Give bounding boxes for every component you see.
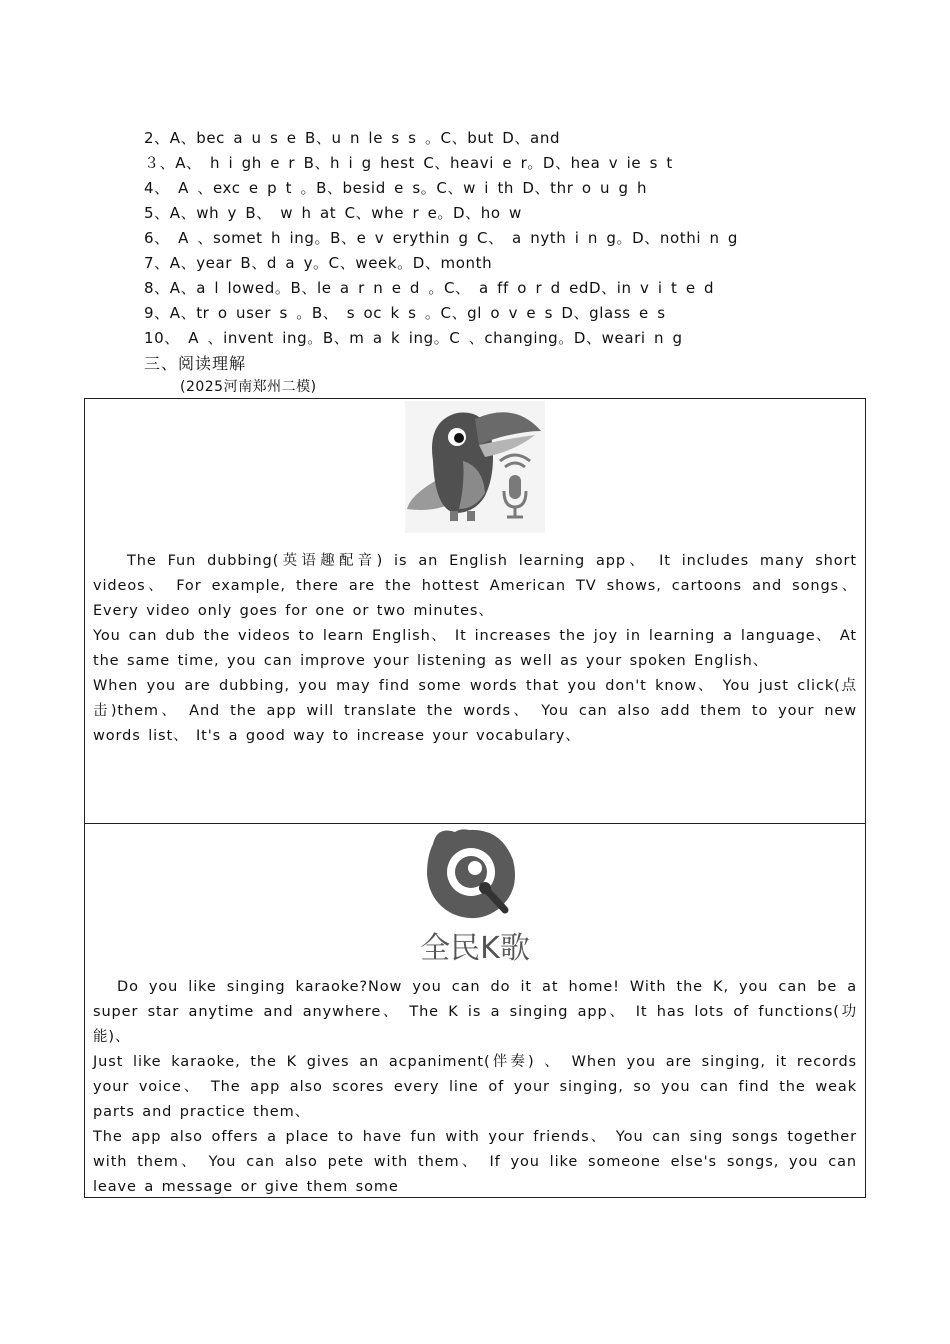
paragraph: When you are dubbing, you may find some words that you don't know、 You just click(点击)them、 And the app will translate the words、 You can also add them to your new words list、 It's a good way to increase your vocabulary、 xyxy=(93,678,857,744)
source-note: (2025河南郑州二模) xyxy=(180,379,317,395)
option-line: 9、A、tr o user s 。B、 s oc k s 。C、gl o v e s D、glass e s xyxy=(144,304,666,322)
option-line: 4、 A 、exc e p t 。B、besid e s。C、w i th D、thr o u g h xyxy=(144,179,648,197)
option-line: 2、A、bec a u s e B、u n le s s 。C、but D、and xyxy=(144,129,561,147)
passage-box-fun-dubbing xyxy=(84,398,866,824)
paragraph: The Fun dubbing(英语趣配音) is an English learning app、 It includes many short videos、 For example, there are the hottest American TV shows, cartoons and songs、 Every video only goes for one or two minutes、 xyxy=(93,553,857,619)
option-line: 8、A、a l lowed。B、le a r n e d 。C、 a ff o r d edD、in v i t e d xyxy=(144,279,715,297)
quanmin-k-song-icon xyxy=(405,826,545,976)
paragraph: You can dub the videos to learn English、 It increases the joy in learning a language、 At the same time, you can improve your listening as well as your spoken English、 xyxy=(93,628,857,669)
option-line: ３、A、 h i gh e r B、h i g hest C、heavi e r。D、hea v ie s t xyxy=(144,154,673,172)
passage-k-song xyxy=(93,975,857,1200)
paragraph: Do you like singing karaoke?Now you can do it at home! With the K, you can be a super star anytime and anywhere、 The K is a singing app、 It has lots of functions(功能)、 xyxy=(93,979,857,1045)
option-line: 10、 A 、invent ing。B、m a k ing。C 、changing。D、weari n g xyxy=(144,329,683,347)
paragraph: The app also offers a place to have fun with your friends、 You can sing songs together with them、 You can also pete with them、 If you like someone else's songs, you can leave a message or give them some xyxy=(93,1129,857,1195)
option-line: 7、A、year B、d a y。C、week。D、month xyxy=(144,254,493,272)
option-line: 6、 A 、somet h ing。B、e v erythin g C、 a nyth i n g。D、nothi n g xyxy=(144,229,739,247)
toucan-microphone-icon xyxy=(405,401,545,533)
section-title: 三、阅读理解 xyxy=(144,354,247,373)
paragraph: Just like karaoke, the K gives an acpaniment(伴奏) 、 When you are singing, it records your voice、 The app also scores every line of your singing, so you can find the weak parts and practice them、 xyxy=(93,1054,857,1120)
svg-text:全民K歌: 全民K歌 xyxy=(420,931,530,966)
option-line: 5、A、wh y B、 w h at C、whe r e。D、ho w xyxy=(144,204,522,222)
quanmin-k-song-logo xyxy=(405,826,545,976)
options-list xyxy=(144,127,844,352)
passage-fun-dubbing xyxy=(93,549,857,749)
passage-box-k-song xyxy=(84,823,866,1198)
